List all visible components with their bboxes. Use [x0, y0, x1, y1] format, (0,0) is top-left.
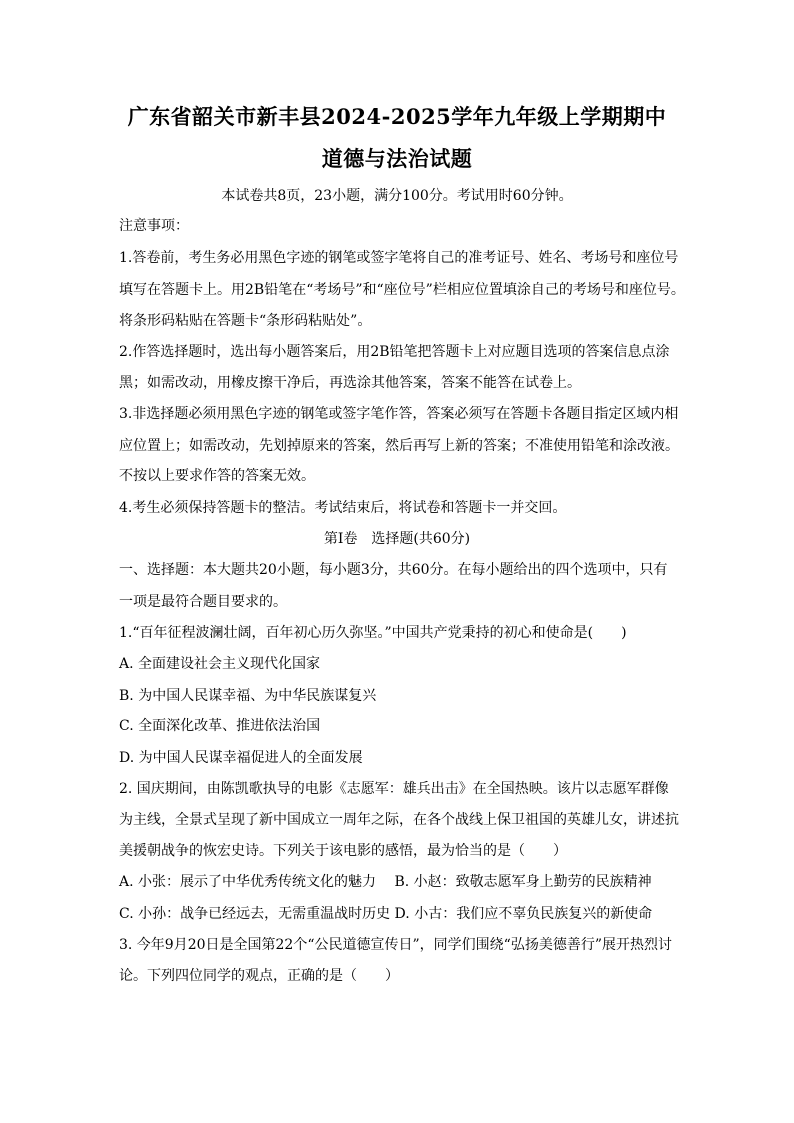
notice-item2-line1: 2.作答选择题时，选出每小题答案后，用2B铅笔把答题卡上对应题目选项的答案信息点涂 — [119, 344, 670, 360]
question3-stem-line1: 3. 今年9月20日是全国第22个“公民道德宣传日”，同学们围绕“弘扬美德善行”展开热烈讨 — [119, 937, 672, 953]
notice-item1-line2: 填写在答题卡上。用2B铅笔在“考场号”和“座位号”栏相应位置填涂自己的考场号和座位号。 — [119, 282, 685, 298]
part1-heading: 第Ⅰ卷 选择题(共60分) — [323, 531, 471, 547]
question3-stem-line2: 论。下列四位同学的观点，正确的是（ ） — [119, 968, 399, 984]
exam-info: 本试卷共8页，23小题，满分100分。考试用时60分钟。 — [221, 188, 573, 204]
notice-item3-line3: 不按以上要求作答的答案无效。 — [119, 468, 315, 484]
exam-title-line2: 道德与法治试题 — [321, 146, 473, 171]
notice-item1-line1: 1.答卷前，考生务必用黑色字迹的钢笔或签字笔将自己的准考证号、姓名、考场号和座位号 — [119, 250, 679, 266]
question2-options-cd: C. 小孙：战争已经远去，无需重温战时历史 D. 小古：我们应不辜负民族复兴的新使命 — [119, 906, 653, 922]
exam-title-line1: 广东省韶关市新丰县2024-2025学年九年级上学期期中 — [127, 104, 667, 129]
question2-stem-line3: 美援朝战争的恢宏史诗。下列关于该电影的感悟，最为恰当的是（ ） — [119, 843, 567, 859]
notice-item2-line2: 黑；如需改动，用橡皮擦干净后，再选涂其他答案，答案不能答在试卷上。 — [119, 375, 581, 391]
question1-stem: 1.“百年征程波澜壮阔，百年初心历久弥坚。”中国共产党秉持的初心和使命是( ) — [119, 625, 627, 641]
question2-options-ab: A. 小张：展示了中华优秀传统文化的魅力 B. 小赵：致敬志愿军身上勤劳的民族精神 — [119, 874, 652, 890]
section1-intro-line1: 一、选择题：本大题共20小题，每小题3分，共60分。在每小题给出的四个选项中，只有 — [119, 562, 668, 578]
question2-stem-line1: 2. 国庆期间，由陈凯歌执导的电影《志愿军：雄兵出击》在全国热映。该片以志愿军群像 — [119, 781, 669, 797]
notice-item4: 4.考生必须保持答题卡的整洁。考试结束后，将试卷和答题卡一并交回。 — [119, 500, 567, 516]
notice-item3-line2: 应位置上；如需改动，先划掉原来的答案，然后再写上新的答案；不准使用铅笔和涂改液。 — [119, 438, 679, 454]
question1-option-b: B. 为中国人民谋幸福、为中华民族谋复兴 — [119, 688, 377, 704]
question2-stem-line2: 为主线，全景式呈现了新中国成立一周年之际，在各个战线上保卫祖国的英雄儿女，讲述抗 — [119, 812, 679, 828]
question1-option-a: A. 全面建设社会主义现代化国家 — [119, 656, 321, 672]
notice-heading: 注意事项： — [119, 218, 189, 234]
section1-intro-line2: 一项是最符合题目要求的。 — [119, 594, 287, 610]
question1-option-d: D. 为中国人民谋幸福促进人的全面发展 — [119, 750, 363, 766]
notice-item3-line1: 3.非选择题必须用黑色字迹的钢笔或签字笔作答，答案必须写在答题卡各题目指定区域内相 — [119, 406, 679, 422]
question1-option-c: C. 全面深化改革、推进依法治国 — [119, 718, 321, 734]
notice-item1-line3: 将条形码粘贴在答题卡“条形码粘贴处”。 — [119, 313, 372, 329]
